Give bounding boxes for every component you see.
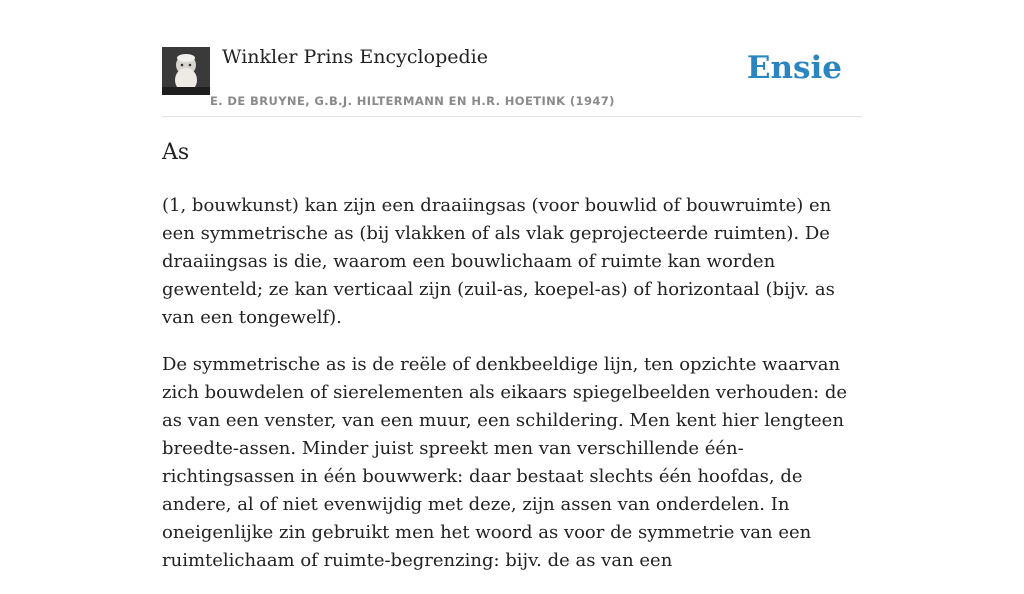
entry-paragraph: (1, bouwkunst) kan zijn een draaiingsas (voor bouwlid of bouwruimte) en een symmetrische as (bij vlakken of als vlak geprojecteerde ruimten). De draaiingsas is die, waarom een bouwlichaam of ruimte kan worden gewenteld; ze kan verticaal zijn (zuil-as, koepel-as) of horizontaal (bijv. as van een tongewelf).	[162, 195, 835, 328]
authors-line: E. DE BRUYNE, G.B.J. HILTERMANN EN H.R. HOETINK (1947)	[210, 94, 615, 108]
header	[162, 40, 862, 117]
site-title[interactable]: Winkler Prins Encyclopedie	[222, 46, 488, 68]
entry-body	[162, 192, 862, 594]
brand-logo[interactable]: Ensie	[746, 50, 842, 86]
entry-headword: As	[162, 140, 190, 165]
author-avatar	[162, 47, 210, 95]
author-portrait-icon	[162, 47, 210, 95]
entry-paragraph: De symmetrische as is de reële of denkbeeldige lijn, ten opzichte waarvan zich bouwdelen of sierelementen als eikaars spiegelbeelden verhouden: de as van een venster, van een muur, een schildering. Men kent hier lengteen breedte-assen. Minder juist spreekt men van verschillende één-richtingsassen in één bouwwerk: daar bestaat slechts één hoofdas, de andere, al of niet evenwijdig met deze, zijn assen van onderdelen. In oneigenlijke zin gebruikt men het woord as voor de symmetrie van een ruimtelichaam of ruimte-begrenzing: bijv. de as van een	[162, 354, 848, 571]
